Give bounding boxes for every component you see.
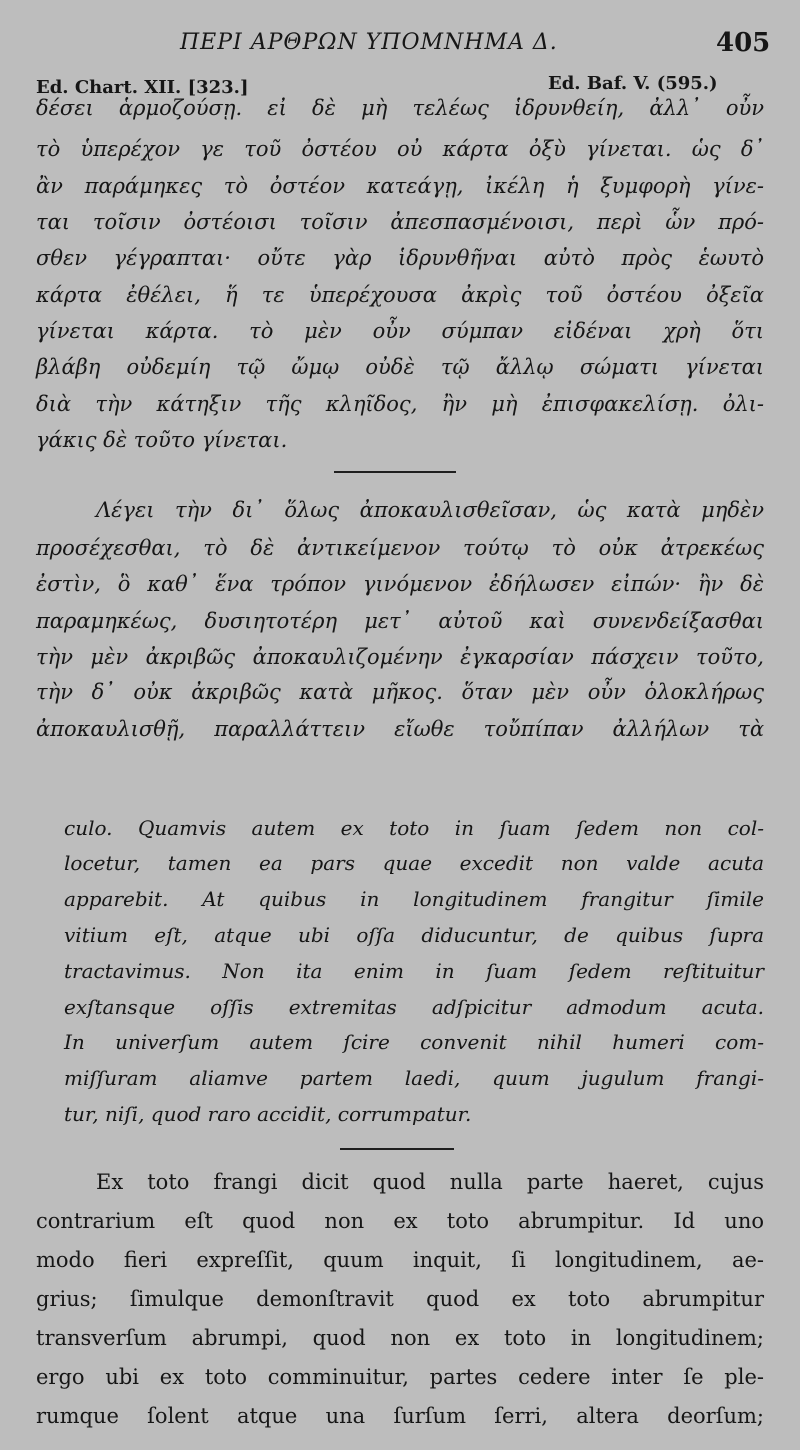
section-divider — [334, 471, 456, 473]
latin-translation-line: tractavimus. Non ita enim in ſuam ſedem reſtituitur — [64, 959, 764, 983]
latin-commentary-line: modo fieri expreſſit, quum inquit, ſi longitudinem, ae- — [36, 1248, 764, 1272]
greek-text-line: διὰ τὴν κάτηξιν τῆς κληῖδος, ἢν μὴ ἐπισφακελίσῃ. ὀλι- — [36, 392, 764, 416]
greek-commentary-line: ἀποκαυλισθῇ, παραλλάττειν εἴωθε τοὔπίπαν ἀλλήλων τὰ — [36, 717, 764, 741]
latin-commentary-line: ergo ubi ex toto comminuitur, partes cedere inter ſe ple- — [36, 1365, 764, 1389]
greek-text-line: γάκις δὲ τοῦτο γίνεται. — [36, 428, 288, 452]
latin-translation-line: tur, niſi, quod raro accidit, corrumpatur. — [64, 1102, 472, 1126]
latin-commentary-line: Ex toto frangi dicit quod nulla parte haeret, cujus — [96, 1170, 764, 1194]
latin-translation-line: apparebit. At quibus in longitudinem frangitur ſimile — [64, 887, 764, 911]
latin-translation-line: culo. Quamvis autem ex toto in ſuam ſedem non col- — [64, 816, 764, 840]
latin-translation-line: vitium eſt, atque ubi oſſa diducuntur, de quibus ſupra — [64, 923, 764, 947]
latin-commentary-line: transverſum abrumpi, quod non ex toto in longitudinem; — [36, 1326, 764, 1350]
greek-commentary-line: τὴν δ᾽ οὐκ ἀκριβῶς κατὰ μῆκος. ὅταν μὲν οὖν ὁλοκλήρως — [36, 680, 764, 704]
latin-commentary-line: grius; ſimulque demonſtravit quod ex toto abrumpitur — [36, 1287, 764, 1311]
greek-commentary-line: ἐστὶν, ὃ καθ᾽ ἕνα τρόπον γινόμενον ἐδήλωσεν εἰπών· ἢν δὲ — [36, 572, 764, 596]
edition-reference-right: Ed. Baf. V. (595.) — [548, 73, 718, 94]
greek-text-line: βλάβη οὐδεμίη τῷ ὤμῳ οὐδὲ τῷ ἄλλῳ σώματι γίνεται — [36, 355, 764, 379]
section-divider — [340, 1148, 454, 1150]
latin-commentary-line: contrarium eſt quod non ex toto abrumpitur. Id uno — [36, 1209, 764, 1233]
latin-translation-line: In univerſum autem ſcire convenit nihil humeri com- — [64, 1030, 764, 1054]
latin-commentary-line: rumque ſolent atque una ſurſum ſerri, altera deorſum; — [36, 1404, 764, 1428]
greek-text-line: ται τοῖσιν ὀστέοισι τοῖσιν ἀπεσπασμένοισι, περὶ ὧν πρό- — [36, 210, 764, 234]
latin-translation-line: exſtansque oſſis extremitas adſpicitur admodum acuta. — [64, 995, 764, 1019]
page-number: 405 — [716, 28, 771, 58]
latin-translation-line: miſſuram aliamve partem laedi, quum jugulum frangi- — [64, 1066, 764, 1090]
edition-reference-left: Ed. Chart. XII. [323.] — [36, 77, 249, 98]
greek-text-line: γίνεται κάρτα. τὸ μὲν οὖν σύμπαν εἰδέναι χρὴ ὅτι — [36, 319, 764, 343]
greek-commentary-line: Λέγει τὴν δι᾽ ὅλως ἀποκαυλισθεῖσαν, ὡς κατὰ μηδὲν — [96, 498, 764, 522]
greek-commentary-line: προσέχεσθαι, τὸ δὲ ἀντικείμενον τούτῳ τὸ οὐκ ἀτρεκέως — [36, 536, 764, 560]
greek-commentary-line: παραμηκέως, δυσιητοτέρη μετ᾽ αὐτοῦ καὶ συνενδείξασθαι — [36, 609, 764, 633]
running-title: ΠΕΡΙ ΑΡΘΡΩΝ ΥΠΟΜΝΗΜΑ Δ. — [180, 30, 558, 55]
greek-text-line: τὸ ὑπερέχον γε τοῦ ὀστέου οὐ κάρτα ὀξὺ γίνεται. ὡς δ᾽ — [36, 137, 764, 161]
greek-text-line: δέσει ἁρμοζούσῃ. εἰ δὲ μὴ τελέως ἱδρυνθείη, ἀλλ᾽ οὖν — [36, 96, 764, 120]
greek-text-line: ἂν παράμηκες τὸ ὀστέον κατεάγῃ, ἰκέλη ἡ ξυμφορὴ γίνε- — [36, 174, 764, 198]
latin-translation-line: locetur, tamen ea pars quae excedit non valde acuta — [64, 851, 764, 875]
greek-text-line: σθεν γέγραπται· οὔτε γὰρ ἱδρυνθῆναι αὐτὸ πρὸς ἑωυτὸ — [36, 246, 764, 270]
greek-text-line: κάρτα ἐθέλει, ἥ τε ὑπερέχουσα ἀκρὶς τοῦ ὀστέου ὀξεῖα — [36, 283, 764, 307]
greek-commentary-line: τὴν μὲν ἀκριβῶς ἀποκαυλιζομένην ἐγκαρσίαν πάσχειν τοῦτο, — [36, 645, 764, 669]
